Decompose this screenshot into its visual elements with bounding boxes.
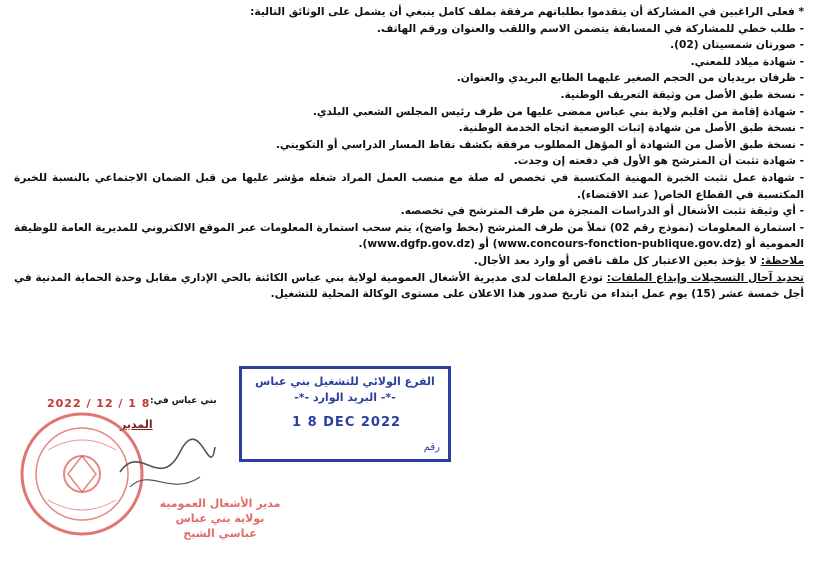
note-label: ملاحظة:	[760, 254, 804, 267]
note-text: لا يؤخذ بعين الاعتبار كل ملف ناقص أو وارد بعد الأجال.	[473, 254, 761, 267]
doc-item: - نسخة طبق الأصل من وثيقة التعريف الوطنية.	[560, 88, 804, 101]
intro-text: * فعلى الراغبين في المشاركة أن يتقدموا بطلباتهم مرفقة بملف كامل ينبغي أن يشمل على الوثائق التالية:	[250, 6, 804, 18]
doc-item: - صورتان شمسيتان (02).	[670, 39, 804, 52]
doc-item: - شهادة إقامة من اقليم ولاية بني عباس ممضى عليها من طرف رئيس المجلس الشعبي البلدي.	[312, 105, 804, 118]
stamp-date: 1 8 DEC 2022	[292, 415, 402, 430]
doc-item: - طلب خطي للمشاركة في المسابقة يتضمن الاسم واللقب والعنوان ورقم الهاتف.	[376, 22, 804, 35]
deadline-text: تودع الملفات لدى مديرية الأشغال العمومية لولاية بني عباس الكائنة بالحي الإداري مقابل وحدة الحماية المدنية في أجل خمسة عشر (15) يوم عمل ابتداء من تاريخ صدور هذا الاعلان على مستوى الوكالة المحلية للتشغيل.	[14, 271, 804, 301]
form-item-text: - استمارة المعلومات (نموذج رقم 02) تملأ من طرف المترشح (بخط واضح)، يتم سحب استمارة المعلومات عبر الموقع الالكتروني للمديرية العامة للوظيفة العمومية أو	[14, 221, 804, 251]
place-date-label: بني عباس في:	[150, 396, 217, 406]
doc-item: - شهادة عمل تثبت الخبرة المهنية المكتسبة في تخصص له صلة مع منصب العمل المراد شغله مؤشر عليها من قبل الضمان الاجتماعي بالنسبة للخبرة المكتسبة في القطاع الخاص( عند الاقتضاء).	[14, 171, 804, 201]
signature-scribble-icon	[110, 432, 220, 502]
doc-item: - ظرفان بريديان من الحجم الصغير عليهما الطابع البريدي والعنوان.	[456, 72, 804, 85]
doc-item: - نسخة طبق الأصل من الشهادة أو المؤهل المطلوب مرفقة بكشف نقاط المسار الدراسي أو التكويني.	[275, 138, 804, 151]
stamp-line2: -*- البريد الوارد -*-	[294, 391, 396, 404]
url-concours: (www.concours-fonction-publique.gov.dz)	[492, 238, 742, 251]
note	[14, 253, 804, 270]
deadline	[14, 270, 804, 303]
doc-item: - أي وثيقة تثبت الأشغال أو الدراسات المنجزة من طرف المترشح في تخصصه.	[400, 205, 804, 218]
director-stamp-line: عباسي الشيخ	[183, 527, 257, 540]
director-stamp	[140, 496, 300, 541]
stamp-number-label: رقم	[423, 442, 440, 453]
deadline-label: تحديد آجال التسجيلات وإيداع الملفات:	[606, 271, 804, 284]
doc-item: - شهادة ميلاد للمعني.	[690, 55, 804, 68]
or-word: أو	[478, 238, 489, 251]
document-body	[14, 4, 804, 303]
form-item: - استمارة المعلومات (نموذج رقم 02) تملأ من طرف المترشح (بخط واضح)، يتم سحب استمارة المعلومات عبر الموقع الالكتروني للمديرية العامة للوظيفة العمومية أو (www.concours-fonction-publique.gov.dz) أو (www.dgfp.gov.dz).	[14, 221, 804, 251]
doc-item: - نسخة طبق الأصل من شهادة إثبات الوضعية اتجاه الخدمة الوطنية.	[458, 122, 804, 135]
handwritten-date: 2022 / 12 / 1 8	[47, 397, 151, 410]
director-stamp-line: بولاية بني عباس	[175, 512, 265, 525]
reception-stamp	[239, 366, 451, 462]
doc-item: - شهادة تثبت أن المترشح هو الأول في دفعته إن وجدت.	[513, 155, 804, 168]
director-title: المدير	[120, 418, 153, 431]
url-dgfp: (www.dgfp.gov.dz)	[362, 238, 475, 251]
stamp-line1: الفرع الولائي للتشغيل بني عباس	[255, 375, 435, 388]
director-stamp-line: مدير الأشغال العمومية	[159, 497, 281, 510]
